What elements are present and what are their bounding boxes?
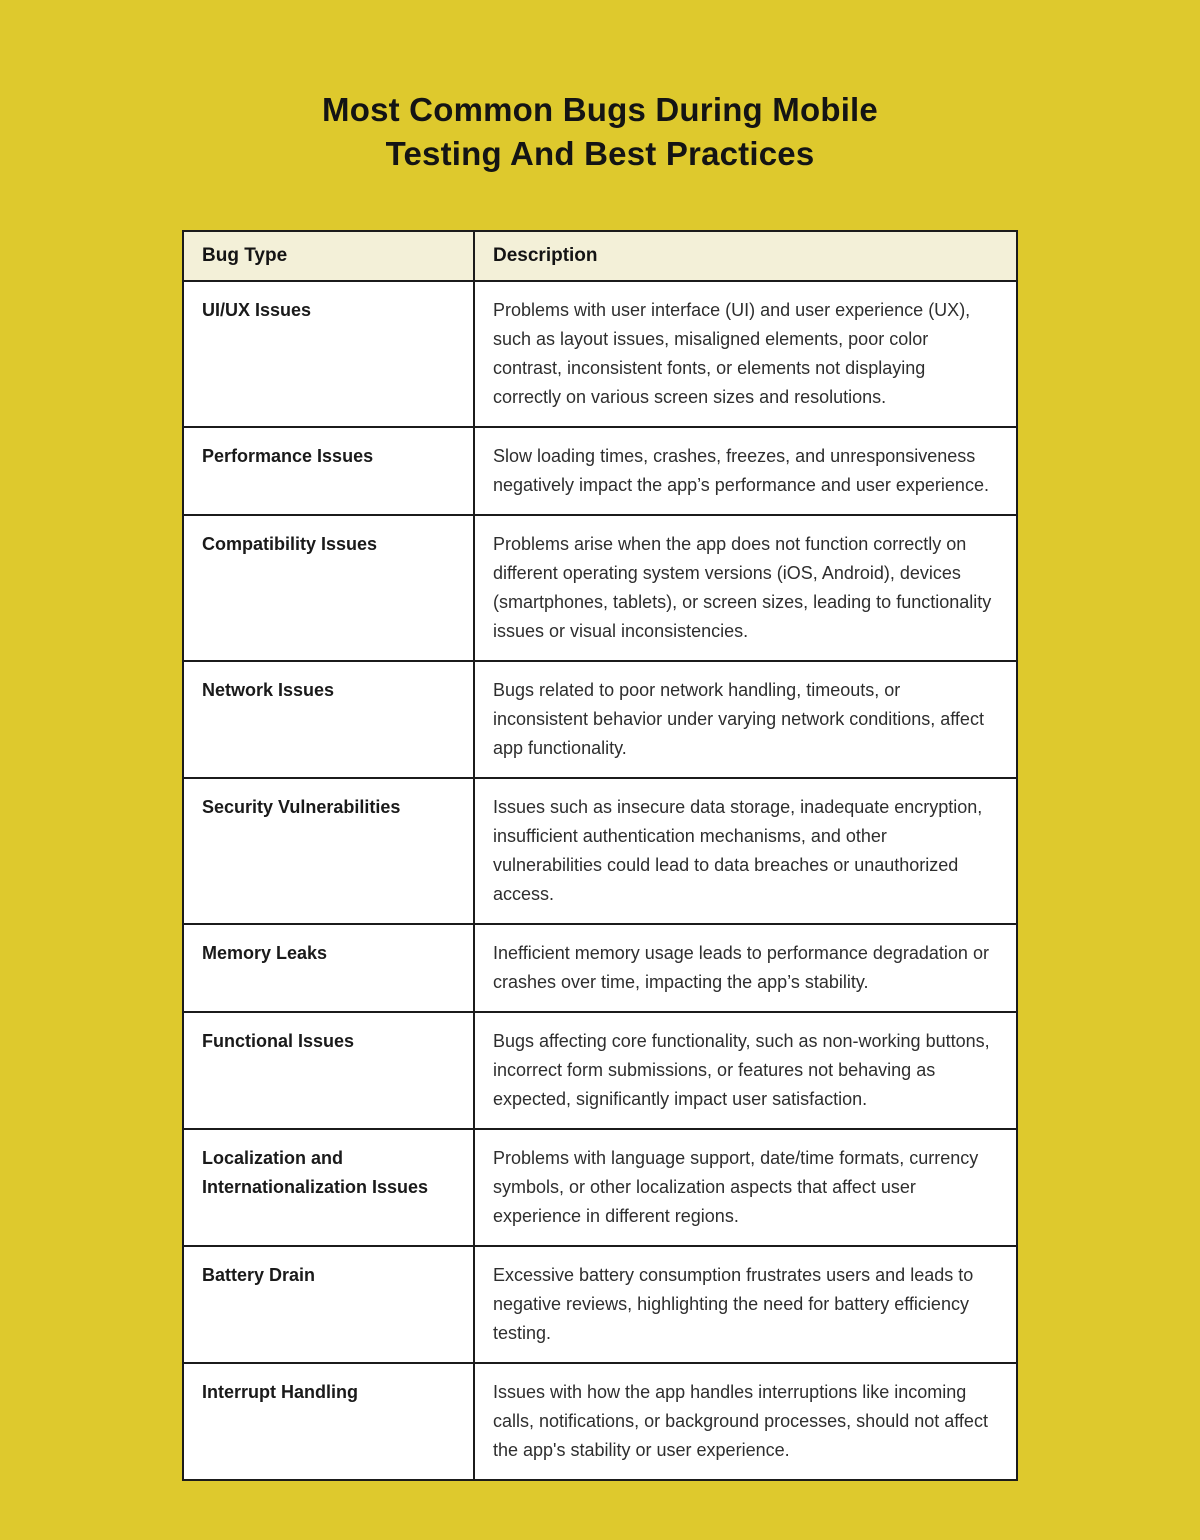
table-header	[183, 231, 1017, 281]
bugs-table-container	[182, 230, 1018, 1481]
table-row	[183, 1363, 1017, 1480]
table-row	[183, 427, 1017, 515]
description-cell: Bugs related to poor network handling, timeouts, or inconsistent behavior under varying network conditions, affect app functionality.	[474, 661, 1017, 778]
description-cell: Problems arise when the app does not function correctly on different operating system versions (iOS, Android), devices (smartphones, tablets), or screen sizes, leading to functionality issues or visual inconsistencies.	[474, 515, 1017, 661]
description-cell: Problems with language support, date/time formats, currency symbols, or other localization aspects that affect user experience in different regions.	[474, 1129, 1017, 1246]
description-cell: Excessive battery consumption frustrates users and leads to negative reviews, highlighting the need for battery efficiency testing.	[474, 1246, 1017, 1363]
description-cell: Slow loading times, crashes, freezes, and unresponsiveness negatively impact the app’s performance and user experience.	[474, 427, 1017, 515]
table-row	[183, 281, 1017, 427]
description-cell: Issues with how the app handles interruptions like incoming calls, notifications, or background processes, should not affect the app's stability or user experience.	[474, 1363, 1017, 1480]
bug-type-cell: Network Issues	[183, 661, 474, 778]
table-row	[183, 661, 1017, 778]
bug-type-cell: Interrupt Handling	[183, 1363, 474, 1480]
table-row	[183, 924, 1017, 1012]
bug-type-cell: Battery Drain	[183, 1246, 474, 1363]
table-row	[183, 1246, 1017, 1363]
bugs-table	[182, 230, 1018, 1481]
description-cell: Bugs affecting core functionality, such as non-working buttons, incorrect form submissions, or features not behaving as expected, significantly impact user satisfaction.	[474, 1012, 1017, 1129]
description-cell: Issues such as insecure data storage, inadequate encryption, insufficient authentication mechanisms, and other vulnerabilities could lead to data breaches or unauthorized access.	[474, 778, 1017, 924]
bug-type-cell: UI/UX Issues	[183, 281, 474, 427]
description-cell: Problems with user interface (UI) and user experience (UX), such as layout issues, misaligned elements, poor color contrast, inconsistent fonts, or elements not displaying correctly on various screen sizes and resolutions.	[474, 281, 1017, 427]
description-cell: Inefficient memory usage leads to performance degradation or crashes over time, impacting the app’s stability.	[474, 924, 1017, 1012]
bug-type-cell: Localization and Internationalization Issues	[183, 1129, 474, 1246]
bug-type-cell: Security Vulnerabilities	[183, 778, 474, 924]
table-body	[183, 281, 1017, 1480]
column-header-bug-type: Bug Type	[183, 231, 474, 281]
bug-type-cell: Compatibility Issues	[183, 515, 474, 661]
bug-type-cell: Performance Issues	[183, 427, 474, 515]
table-row	[183, 1129, 1017, 1246]
bug-type-cell: Functional Issues	[183, 1012, 474, 1129]
table-row	[183, 515, 1017, 661]
table-row	[183, 1012, 1017, 1129]
table-row	[183, 778, 1017, 924]
column-header-description: Description	[474, 231, 1017, 281]
header-row	[183, 231, 1017, 281]
page-title-line-1: Most Common Bugs During Mobile	[322, 91, 878, 128]
page-title	[0, 0, 1200, 176]
page-title-line-2: Testing And Best Practices	[385, 135, 815, 172]
bug-type-cell: Memory Leaks	[183, 924, 474, 1012]
